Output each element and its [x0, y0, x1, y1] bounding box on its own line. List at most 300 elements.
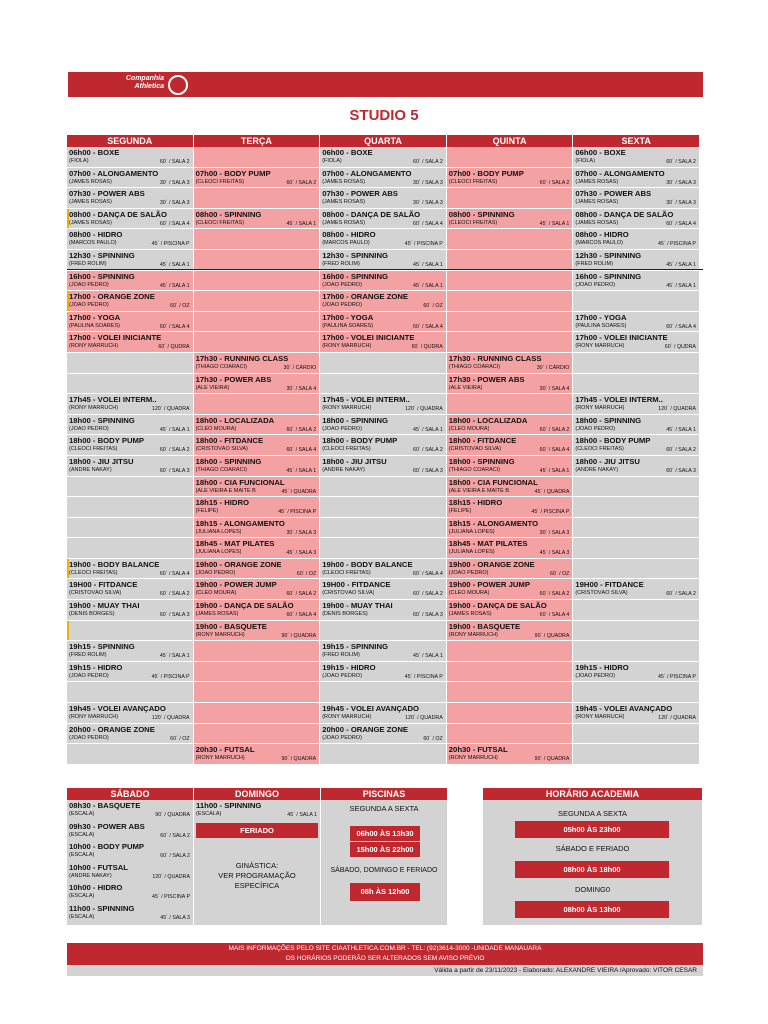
- class-name: 08h00 - SPINNING: [195, 209, 262, 219]
- saturday-header: SÁBADO: [67, 788, 193, 800]
- schedule-cell: [67, 188, 194, 209]
- instructor: (JOÃO PEDRO): [322, 302, 362, 309]
- instructor: (PAULINA SOARES): [322, 322, 374, 329]
- schedule-cell: [447, 477, 574, 498]
- schedule-cell: [194, 291, 321, 312]
- schedule-cell: [447, 724, 574, 745]
- class-name: 16h00 - SPINNING: [322, 271, 388, 281]
- instructor: (RONY MARRUCH): [575, 343, 625, 350]
- instructor: (MARCOS PAULO): [575, 240, 623, 247]
- pools-time-1: 06h00 ÀS 13h30: [350, 826, 420, 841]
- schedule-cell: [573, 600, 700, 621]
- class-details: 45´ / PISCINA P: [404, 241, 443, 248]
- instructor: (FELIPE): [195, 508, 219, 515]
- class-details: 45´ / QUADRA: [281, 488, 317, 495]
- schedule-cell: [573, 641, 700, 662]
- class-details: 45´ / SALA 1: [159, 426, 190, 433]
- instructor: (FRED ROLIM): [322, 260, 360, 267]
- instructor: (JOÃO PEDRO): [575, 281, 616, 288]
- class-details: 30´ / SALA 4: [539, 385, 570, 392]
- class-details: 60´ / SALA 3: [159, 467, 190, 474]
- class-name: 17h00 - YOGA: [322, 312, 374, 322]
- class-details: 45´ / SALA 1: [286, 467, 317, 474]
- class-name: 07h00 - ALONGAMENTO: [69, 168, 159, 178]
- instructor: (CLEOCI FREITAS): [575, 446, 624, 453]
- instructor: (CRISTOVÃO SILVA): [195, 446, 248, 453]
- class-details: 45´ / SALA 1: [539, 467, 570, 474]
- class-details: 60´ / SALA 4: [413, 323, 443, 330]
- class-name: 18h00 - CIA FUNCIONAL: [448, 477, 538, 487]
- schedule-cell: [194, 168, 321, 189]
- schedule-cell: [447, 456, 574, 477]
- class-details: 60´ / SALA 4: [159, 323, 190, 330]
- instructor: (FRED ROLIM): [69, 260, 107, 267]
- schedule-cell: [320, 477, 447, 498]
- schedule-cell: [320, 229, 447, 250]
- class-name: 20h00 - ORANGE ZONE: [322, 724, 409, 734]
- schedule-cell: [67, 497, 194, 518]
- class-name: 09h30 - POWER ABS: [69, 821, 145, 831]
- schedule-cell: [573, 353, 700, 374]
- class-name: 18h00 - FITDANCE: [195, 436, 264, 446]
- schedule-cell: [447, 579, 574, 600]
- class-details: 60´ / SALA 2: [539, 426, 570, 433]
- class-details: 60´ / SALA 4: [286, 447, 317, 454]
- class-name: 12h30 - SPINNING: [322, 250, 388, 260]
- schedule-cell: [447, 538, 574, 559]
- schedule-cell: [447, 394, 574, 415]
- class-details: 30´ / SALA 3: [539, 529, 570, 536]
- instructor: (CLEOCI FREITAS): [195, 219, 245, 226]
- class-name: 07h30 - POWER ABS: [322, 189, 398, 199]
- class-details: 30´ / SALA 4: [286, 385, 317, 392]
- class-details: 60´ / SALA 4: [286, 612, 317, 619]
- schedule-cell: [194, 456, 321, 477]
- schedule-cell: [320, 353, 447, 374]
- instructor: (PAULINA SOARES): [69, 322, 120, 329]
- class-name: 17h30 - POWER ABS: [448, 374, 525, 384]
- schedule-cell: [67, 703, 194, 724]
- saturday-item: [67, 841, 193, 862]
- instructor: (MARCOS PAULO): [69, 240, 117, 247]
- instructor: (FRED ROLIM): [575, 260, 613, 267]
- schedule-cell: [447, 353, 574, 374]
- class-name: 19h00 - BASQUETE: [448, 621, 521, 631]
- schedule-cell: [320, 271, 447, 292]
- pools-time-2: 15h00 ÀS 22h00: [350, 842, 420, 857]
- instructor: (ANDRÉ NAKAY): [69, 466, 112, 473]
- schedule-cell: [194, 621, 321, 642]
- class-details: 30´ / CÁRDIO: [283, 364, 317, 371]
- schedule-cell: [320, 250, 447, 271]
- schedule-cell: [67, 250, 194, 271]
- instructor: (JOÃO PEDRO): [322, 281, 362, 288]
- schedule-cell: [194, 538, 321, 559]
- instructor: (ANDRÉ NAKAY): [322, 466, 365, 473]
- day-header: QUINTA: [447, 135, 574, 147]
- class-name: 18h45 - MAT PILATES: [195, 539, 275, 549]
- schedule-cell: [320, 456, 447, 477]
- saturday-item: [67, 882, 193, 903]
- schedule-cell: [447, 209, 574, 230]
- class-details: 60´ / SALA 2: [666, 447, 696, 454]
- class-name: 17h00 - VOLEI INICIANTE: [322, 333, 415, 343]
- instructor: (ANDRÉ NAKAY): [69, 872, 112, 879]
- class-name: 17h00 - VOLEI INICIANTE: [575, 333, 668, 343]
- schedule-cell: [67, 312, 194, 333]
- schedule-cell: [573, 518, 700, 539]
- class-details: 60´ / SALA 2: [666, 591, 696, 598]
- instructor: (JAMES ROSAS): [69, 199, 112, 206]
- class-name: 18h00 - SPINNING: [448, 456, 515, 466]
- saturday-item: [67, 903, 193, 924]
- class-details: 120´ / QUADRA: [151, 715, 190, 722]
- instructor: (RONY MARRUCH): [322, 714, 372, 721]
- class-details: 60´ / QUDRA: [158, 344, 190, 351]
- instructor: (CRISTOVÃO SILVA): [322, 590, 375, 597]
- instructor: (ALE VIEIRA): [195, 384, 230, 391]
- class-name: 18h15 - ALONGAMENTO: [195, 518, 285, 528]
- class-name: 10h00 - BODY PUMP: [69, 842, 145, 852]
- class-details: 45´ / SALA 1: [159, 282, 190, 289]
- schedule-cell: [194, 477, 321, 498]
- feriado-label: FERIADO: [196, 823, 318, 838]
- schedule-cell: [447, 600, 574, 621]
- class-details: 45´ / SALA 3: [286, 550, 317, 557]
- instructor: (CLEO MOURA): [195, 425, 237, 432]
- schedule-cell: [447, 518, 574, 539]
- schedule-cell: [447, 312, 574, 333]
- class-name: 08h00 - HIDRO: [322, 230, 376, 240]
- class-details: 120´ / QUADRA: [151, 406, 190, 413]
- instructor: (CLEOCI FREITAS): [448, 219, 498, 226]
- instructor: (ESCALA): [69, 811, 95, 817]
- class-name: 19h45 - VOLEI AVANÇADO: [69, 704, 166, 714]
- schedule-cell: [320, 209, 447, 230]
- class-name: 19h00 - BODY BALANCE: [69, 559, 160, 569]
- schedule-cell: [320, 621, 447, 642]
- class-details: 30´ / SALA 3: [159, 200, 190, 207]
- class-details: 60´ / SALA 4: [159, 220, 190, 227]
- schedule-cell: [320, 662, 447, 683]
- class-details: 60´ / SALA 4: [539, 612, 570, 619]
- class-name: 08h00 - DANÇA DE SALÃO: [69, 209, 167, 219]
- class-name: 18h00 - BODY PUMP: [575, 436, 651, 446]
- day-header: QUARTA: [320, 135, 447, 147]
- class-details: 60´ / SALA 2: [666, 159, 696, 165]
- schedule-cell: [320, 435, 447, 456]
- class-name: 19h00 - ORANGE ZONE: [448, 559, 535, 569]
- class-name: 17h00 - VOLEI INICIANTE: [69, 333, 162, 343]
- schedule-cell: [194, 353, 321, 374]
- instructor: (JAMES ROSAS): [322, 178, 365, 185]
- class-name: 17h00 - YOGA: [575, 312, 627, 322]
- class-name: 17h00 - YOGA: [69, 312, 121, 322]
- afternoon-divider: [67, 269, 703, 270]
- note-line: GINÁSTICA:: [235, 861, 279, 870]
- schedule-cell: [67, 621, 194, 642]
- schedule-cell: [320, 538, 447, 559]
- schedule-cell: [447, 435, 574, 456]
- instructor: (THIAGO COARACI): [195, 363, 247, 370]
- saturday-list: [67, 800, 193, 924]
- class-details: 120´ / QUADRA: [658, 406, 696, 413]
- class-name: 17h30 - POWER ABS: [195, 374, 272, 384]
- saturday-item: [67, 821, 193, 842]
- class-details: 60´ / OZ: [423, 303, 443, 310]
- schedule-cell: [573, 662, 700, 683]
- class-name: 08h00 - HIDRO: [69, 230, 123, 240]
- instructor: (JOÃO PEDRO): [575, 672, 616, 679]
- class-name: 11h00 - SPINNING: [69, 903, 135, 913]
- schedule-cell: [320, 312, 447, 333]
- class-details: 30´ / SALA 3: [159, 179, 190, 186]
- instructor: (ALE VIEIRA E MAITÊ B: [448, 487, 509, 494]
- instructor: (RONY MARRUCH): [322, 343, 372, 350]
- class-name: 07h00 - ALONGAMENTO: [322, 168, 412, 178]
- class-name: 18h00 - SPINNING: [322, 415, 388, 425]
- brand-line2: Athletica: [134, 83, 164, 90]
- instructor: (JOÃO PEDRO): [69, 672, 109, 679]
- instructor: (CLEO MOURA): [448, 590, 490, 597]
- schedule-cell: [194, 332, 321, 353]
- footer-validity: Válida a partir de 23/11/2023 - Elaborado: ALEXANDRE VIEIRA /Aprovado: VITOR CESAR: [67, 965, 703, 976]
- schedule-cell: [67, 291, 194, 312]
- class-details: 60´ / SALA 2: [413, 591, 443, 598]
- class-details: 60´ / QUDRA: [411, 344, 443, 351]
- instructor: (DENIS BORGES): [322, 611, 368, 618]
- schedule-cell: [573, 374, 700, 395]
- instructor: (RONY MARRUCH): [322, 405, 372, 412]
- class-details: 45´ / PISCINA P: [657, 673, 696, 680]
- class-details: 60´ / OZ: [423, 735, 443, 742]
- brand-line1: Companhia: [125, 75, 164, 82]
- schedule-cell: [573, 229, 700, 250]
- class-details: 120´ / QUADRA: [405, 406, 443, 413]
- schedule-cell: [573, 682, 700, 703]
- instructor: (JAMES ROSAS): [575, 199, 619, 206]
- schedule-cell: [320, 415, 447, 436]
- class-details: 60´ / SALA 4: [413, 570, 443, 577]
- schedule-cell: [194, 188, 321, 209]
- instructor: (JOAO PEDRO): [448, 569, 489, 576]
- class-name: 18h00 - SPINNING: [575, 415, 642, 425]
- class-details: 45´ / SALA 1: [666, 282, 696, 289]
- class-details: 60´ / SALA 4: [666, 323, 696, 330]
- schedule-cell: [320, 497, 447, 518]
- schedule-cell: [194, 312, 321, 333]
- instructor: (ALE VIEIRA E MAITÊ B: [195, 487, 256, 494]
- schedule-cell: [447, 682, 574, 703]
- schedule-cell: [194, 744, 321, 765]
- instructor: (JULIANA LOPES): [448, 549, 495, 556]
- schedule-cell: [447, 271, 574, 292]
- class-name: 19h15 - SPINNING: [322, 642, 388, 652]
- schedule-cell: [447, 621, 574, 642]
- instructor: (JAMES ROSAS): [195, 611, 239, 618]
- instructor: (CLEOCI FREITAS): [448, 178, 498, 185]
- class-name: 18h00 - JIU JITSU: [322, 456, 387, 466]
- schedule-cell: [194, 641, 321, 662]
- schedule-cell: [447, 229, 574, 250]
- schedule-cell: [194, 559, 321, 580]
- weekly-schedule: [67, 135, 700, 765]
- schedule-cell: [67, 477, 194, 498]
- footer: [67, 943, 703, 965]
- class-name: 20h30 - FUTSAL: [195, 745, 255, 755]
- schedule-cell: [320, 744, 447, 765]
- schedule-cell: [447, 147, 574, 168]
- class-name: 18h00 - LOCALIZADA: [448, 415, 528, 425]
- schedule-cell: [194, 600, 321, 621]
- schedule-cell: [194, 662, 321, 683]
- class-name: 19h45 - VOLEI AVANÇADO: [575, 704, 673, 714]
- instructor: (CRISTOVÃO SILVA): [448, 446, 502, 453]
- class-details: 120´ / QUADRA: [152, 873, 190, 880]
- instructor: (ESCALA): [69, 852, 95, 859]
- schedule-cell: [67, 559, 194, 580]
- class-name: 19H00 - FITDANCE: [69, 580, 138, 590]
- schedule-cell: [573, 394, 700, 415]
- instructor: (JAMES ROSAS): [575, 219, 619, 226]
- schedule-cell: [320, 703, 447, 724]
- schedule-cell: [194, 579, 321, 600]
- class-details: 45´ / SALA 3: [160, 914, 190, 921]
- schedule-cell: [573, 477, 700, 498]
- schedule-cell: [573, 291, 700, 312]
- class-details: 60´ / SALA 2: [286, 426, 317, 433]
- schedule-cell: [194, 394, 321, 415]
- instructor: (FRED ROLIM): [322, 652, 360, 659]
- class-details: 30´ / SALA 3: [413, 200, 443, 207]
- schedule-cell: [573, 579, 700, 600]
- instructor: (RONY MARRUCH): [195, 755, 245, 762]
- instructor: (RONY MARRUCH): [69, 343, 119, 350]
- class-name: 17h00 - ORANGE ZONE: [322, 292, 409, 302]
- schedule-cell: [320, 332, 447, 353]
- schedule-cell: [573, 435, 700, 456]
- highlight-marker: [67, 621, 69, 641]
- class-name: 12h30 - SPINNING: [575, 250, 642, 260]
- schedule-cell: [67, 579, 194, 600]
- schedule-cell: [573, 168, 700, 189]
- schedule-cell: [447, 744, 574, 765]
- schedule-cell: [67, 353, 194, 374]
- instructor: (JULIANA LOPES): [448, 528, 495, 535]
- schedule-cell: [320, 394, 447, 415]
- class-details: 45´ / PISCINA P: [531, 509, 570, 516]
- instructor: (RONY MARRUCH): [69, 714, 119, 721]
- class-details: 60´ / SALA 2: [286, 179, 317, 186]
- class-name: 19H00 - FITDANCE: [575, 580, 644, 590]
- class-details: 90´ / QUADRA: [281, 632, 317, 639]
- instructor: (RONY MARRUCH): [575, 714, 625, 721]
- class-details: 60´ / SALA 2: [539, 179, 570, 186]
- schedule-cell: [320, 147, 447, 168]
- schedule-cell: [573, 147, 700, 168]
- class-details: 60´ / SALA 3: [413, 612, 443, 619]
- schedule-cell: [447, 374, 574, 395]
- schedule-cell: [194, 250, 321, 271]
- schedule-cell: [67, 168, 194, 189]
- class-details: 60´ / SALA 2: [160, 853, 190, 860]
- class-name: 06h00 - BOXE: [575, 148, 626, 157]
- schedule-cell: [573, 188, 700, 209]
- class-name: 18h15 - HIDRO: [448, 498, 503, 508]
- runner-logo-icon: [168, 75, 188, 95]
- class-name: 19h00 - DANÇA DE SALÃO: [448, 601, 547, 611]
- schedule-cell: [320, 518, 447, 539]
- class-details: 60´ / SALA 3: [666, 467, 696, 474]
- schedule-cell: [573, 621, 700, 642]
- class-details: 45´ / SALA 1: [159, 261, 190, 268]
- class-name: 07h00 - BODY PUMP: [448, 168, 524, 178]
- instructor: (FRED ROLIM): [69, 652, 107, 659]
- schedule-cell: [447, 291, 574, 312]
- class-name: 17h45 - VOLEI INTERM..: [69, 395, 157, 405]
- class-name: 19h00 - DANÇA DE SALÃO: [195, 601, 294, 611]
- schedule-cell: [447, 250, 574, 271]
- class-name: 08h00 - SPINNING: [448, 209, 515, 219]
- instructor: (RONY MARRUCH): [575, 405, 625, 412]
- class-name: 19h45 - VOLEI AVANÇADO: [322, 704, 420, 714]
- schedule-cell: [320, 724, 447, 745]
- schedule-cell: [447, 168, 574, 189]
- schedule-cell: [67, 374, 194, 395]
- class-details: 45´ / SALA 1: [287, 812, 317, 818]
- schedule-cell: [194, 229, 321, 250]
- schedule-cell: [67, 456, 194, 477]
- class-details: 60´ / SALA 4: [413, 220, 443, 227]
- class-details: 90´ / QUADRA: [534, 756, 570, 763]
- schedule-cell: [573, 744, 700, 765]
- schedule-cell: [194, 703, 321, 724]
- class-name: 19h15 - HIDRO: [69, 662, 123, 672]
- schedule-cell: [447, 497, 574, 518]
- class-details: 45´ / SALA 1: [413, 426, 443, 433]
- schedule-cell: [194, 682, 321, 703]
- schedule-cell: [447, 703, 574, 724]
- class-details: 45´ / SALA 1: [413, 282, 443, 289]
- schedule-cell: [67, 209, 194, 230]
- class-name: 16h00 - SPINNING: [69, 271, 135, 281]
- schedule-cell: [447, 188, 574, 209]
- schedule-cell: [573, 703, 700, 724]
- class-name: 18h00 - SPINNING: [195, 456, 262, 466]
- schedule-cell: [194, 271, 321, 292]
- class-name: 18h00 - FITDANCE: [448, 436, 517, 446]
- instructor: (FELIPE): [448, 508, 472, 515]
- class-details: 30´ / SALA 3: [666, 200, 696, 207]
- class-details: 60´ / SALA 4: [666, 220, 696, 227]
- schedule-cell: [320, 682, 447, 703]
- class-details: 120´ / QUADRA: [658, 715, 696, 722]
- schedule-cell: [194, 724, 321, 745]
- class-details: 60´ / OZ: [170, 303, 190, 310]
- class-name: 19h15 - SPINNING: [69, 642, 135, 652]
- class-details: 90´ / QUADRA: [155, 812, 190, 818]
- schedule-cell: [573, 332, 700, 353]
- class-details: 30´ / SALA 3: [413, 179, 443, 186]
- class-details: 45´ / PISCINA P: [152, 894, 190, 901]
- instructor: (ESCALA): [196, 811, 222, 817]
- schedule-cell: [67, 538, 194, 559]
- class-name: 18h15 - HIDRO: [195, 498, 249, 508]
- class-details: 45´ / SALA 1: [159, 653, 190, 660]
- class-details: 45´ / PISCINA P: [657, 241, 696, 248]
- footer-contact: MAIS INFORMAÇÕES PELO SITE CIAATHLETICA.COM.BR - TEL: (92)3614-3000 -UNIDADE MANAUARA: [228, 945, 542, 952]
- gym-time-1: 05h00 ÀS 23h00: [515, 821, 669, 838]
